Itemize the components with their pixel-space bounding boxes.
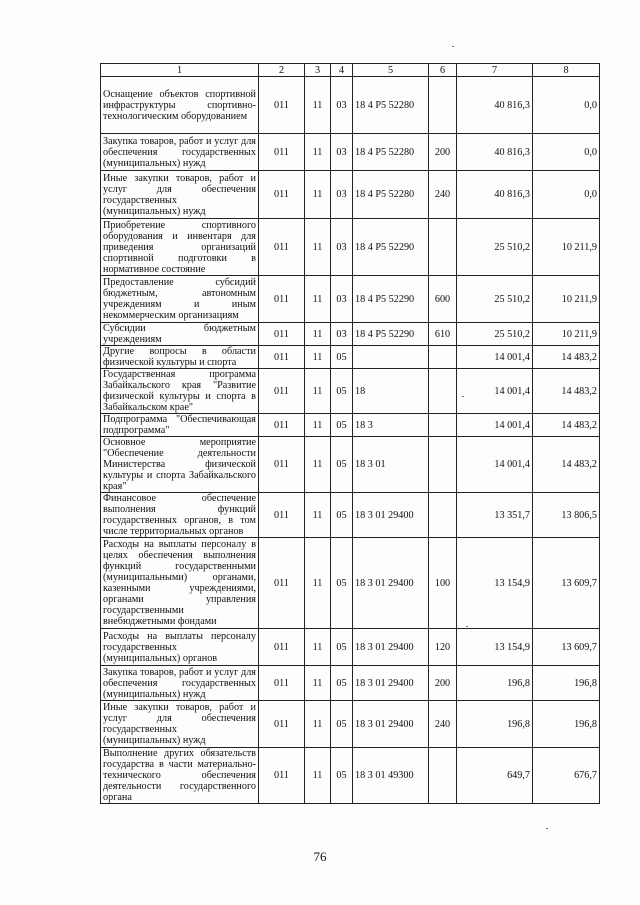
table-row [101,219,600,276]
cell-subsection: 05 [331,538,353,629]
scan-speck [466,626,468,627]
cell-target: 18 4 Р5 52290 [353,323,429,346]
cell-target: 18 4 Р5 52280 [353,77,429,134]
page-number: 76 [313,849,327,864]
cell-amount-2: 10 211,9 [533,323,600,346]
cell-subsection: 03 [331,134,353,171]
cell-target: 18 3 01 29400 [353,538,429,629]
cell-amount-2: 14 483,2 [533,437,600,493]
row-name: Оснащение объектов спортивной инфраструктуры спортивно-технологическим оборудованием [101,77,259,134]
cell-section: 11 [305,276,331,323]
cell-subsection: 03 [331,276,353,323]
row-name: Финансовое обеспечение выполнения функций государственных органов, в том числе территориальных органов [101,493,259,538]
table-row [101,493,600,538]
row-name: Иные закупки товаров, работ и услуг для обеспечения государственных (муниципальных) нужд [101,171,259,219]
cell-amount-2: 13 609,7 [533,538,600,629]
cell-admin: 011 [259,346,305,369]
cell-target: 18 4 Р5 52280 [353,171,429,219]
row-name: Выполнение других обязательств государства в части материально-технического обеспечения деятельности государственного органа [101,748,259,804]
cell-admin: 011 [259,171,305,219]
row-name: Закупка товаров, работ и услуг для обеспечения государственных (муниципальных) нужд [101,666,259,701]
cell-amount-1: 14 001,4 [457,437,533,493]
table-row [101,748,600,804]
cell-expense-type: 240 [429,171,457,219]
cell-target: 18 3 [353,414,429,437]
cell-target: 18 4 Р5 52290 [353,219,429,276]
cell-admin: 011 [259,323,305,346]
cell-amount-1: 14 001,4 [457,346,533,369]
cell-admin: 011 [259,538,305,629]
cell-target [353,346,429,369]
table-row [101,77,600,134]
column-header: 5 [353,64,429,77]
scan-speck [462,396,464,397]
table-row [101,414,600,437]
cell-admin: 011 [259,437,305,493]
table-row [101,666,600,701]
cell-amount-1: 25 510,2 [457,219,533,276]
cell-expense-type [429,414,457,437]
cell-amount-2: 0,0 [533,171,600,219]
cell-target: 18 3 01 29400 [353,629,429,666]
table-row [101,276,600,323]
row-name: Расходы на выплаты персоналу в целях обеспечения выполнения функций государственными (муниципальными) органами, казенными учреждениями, органами управления государственными внебюджетными фондами [101,538,259,629]
cell-subsection: 05 [331,414,353,437]
cell-amount-2: 14 483,2 [533,346,600,369]
cell-amount-2: 14 483,2 [533,414,600,437]
cell-subsection: 03 [331,171,353,219]
cell-admin: 011 [259,219,305,276]
cell-admin: 011 [259,493,305,538]
row-name: Расходы на выплаты персоналу государственных (муниципальных) органов [101,629,259,666]
cell-expense-type: 240 [429,701,457,748]
cell-admin: 011 [259,77,305,134]
cell-amount-2: 0,0 [533,134,600,171]
table-row [101,629,600,666]
cell-amount-2: 196,8 [533,701,600,748]
cell-section: 11 [305,369,331,414]
cell-amount-2: 196,8 [533,666,600,701]
cell-expense-type [429,219,457,276]
cell-section: 11 [305,346,331,369]
cell-amount-1: 196,8 [457,701,533,748]
cell-amount-1: 14 001,4 [457,414,533,437]
cell-amount-1: 196,8 [457,666,533,701]
cell-subsection: 05 [331,369,353,414]
cell-section: 11 [305,134,331,171]
cell-section: 11 [305,538,331,629]
cell-expense-type [429,346,457,369]
table-row [101,369,600,414]
cell-target: 18 4 Р5 52290 [353,276,429,323]
cell-amount-1: 40 816,3 [457,171,533,219]
cell-admin: 011 [259,134,305,171]
cell-expense-type: 100 [429,538,457,629]
table-body [101,77,600,804]
cell-target: 18 3 01 29400 [353,666,429,701]
cell-amount-1: 14 001,4 [457,369,533,414]
cell-amount-1: 13 351,7 [457,493,533,538]
row-name: Закупка товаров, работ и услуг для обеспечения государственных (муниципальных) нужд [101,134,259,171]
cell-section: 11 [305,219,331,276]
table-header-row [101,64,600,77]
cell-target: 18 3 01 [353,437,429,493]
cell-expense-type [429,748,457,804]
table-row [101,346,600,369]
row-name: Основное мероприятие "Обеспечение деятельности Министерства физической культуры и спорта Забайкальского края" [101,437,259,493]
cell-expense-type: 200 [429,134,457,171]
cell-admin: 011 [259,701,305,748]
budget-table [100,63,600,804]
cell-subsection: 03 [331,77,353,134]
cell-amount-2: 13 609,7 [533,629,600,666]
column-header: 8 [533,64,600,77]
scan-speck [452,46,454,47]
cell-subsection: 03 [331,323,353,346]
cell-section: 11 [305,701,331,748]
table-row [101,171,600,219]
cell-subsection: 05 [331,748,353,804]
row-name: Иные закупки товаров, работ и услуг для обеспечения государственных (муниципальных) нужд [101,701,259,748]
row-name: Другие вопросы в области физической культуры и спорта [101,346,259,369]
cell-section: 11 [305,171,331,219]
cell-expense-type [429,493,457,538]
table-row [101,538,600,629]
column-header: 1 [101,64,259,77]
row-name: Подпрограмма "Обеспечивающая подпрограмма" [101,414,259,437]
cell-subsection: 03 [331,219,353,276]
column-header: 6 [429,64,457,77]
cell-admin: 011 [259,276,305,323]
cell-amount-2: 0,0 [533,77,600,134]
cell-amount-2: 13 806,5 [533,493,600,538]
cell-target: 18 [353,369,429,414]
cell-amount-2: 10 211,9 [533,276,600,323]
cell-section: 11 [305,493,331,538]
column-header: 3 [305,64,331,77]
cell-amount-1: 40 816,3 [457,134,533,171]
cell-target: 18 4 Р5 52280 [353,134,429,171]
cell-subsection: 05 [331,437,353,493]
cell-amount-1: 13 154,9 [457,629,533,666]
cell-expense-type: 600 [429,276,457,323]
cell-section: 11 [305,77,331,134]
cell-section: 11 [305,437,331,493]
column-header: 4 [331,64,353,77]
cell-section: 11 [305,414,331,437]
table-row [101,437,600,493]
cell-admin: 011 [259,748,305,804]
cell-target: 18 3 01 29400 [353,493,429,538]
cell-expense-type: 200 [429,666,457,701]
cell-subsection: 05 [331,346,353,369]
cell-section: 11 [305,666,331,701]
cell-expense-type [429,369,457,414]
cell-amount-2: 676,7 [533,748,600,804]
table-row [101,701,600,748]
cell-admin: 011 [259,666,305,701]
table-row [101,323,600,346]
cell-expense-type: 610 [429,323,457,346]
cell-target: 18 3 01 29400 [353,701,429,748]
cell-section: 11 [305,748,331,804]
cell-amount-2: 14 483,2 [533,369,600,414]
cell-subsection: 05 [331,629,353,666]
row-name: Предоставление субсидий бюджетным, автономным учреждениям и иным некоммерческим организациям [101,276,259,323]
cell-admin: 011 [259,369,305,414]
cell-subsection: 05 [331,493,353,538]
column-header: 7 [457,64,533,77]
row-name: Приобретение спортивного оборудования и инвентаря для приведения организаций спортивной подготовки в нормативное состояние [101,219,259,276]
cell-amount-1: 25 510,2 [457,276,533,323]
cell-expense-type: 120 [429,629,457,666]
cell-target: 18 3 01 49300 [353,748,429,804]
table-row [101,134,600,171]
cell-section: 11 [305,629,331,666]
cell-section: 11 [305,323,331,346]
cell-subsection: 05 [331,666,353,701]
cell-amount-1: 649,7 [457,748,533,804]
cell-amount-1: 40 816,3 [457,77,533,134]
cell-admin: 011 [259,629,305,666]
cell-expense-type [429,437,457,493]
column-header: 2 [259,64,305,77]
cell-amount-1: 25 510,2 [457,323,533,346]
row-name: Субсидии бюджетным учреждениям [101,323,259,346]
row-name: Государственная программа Забайкальского края "Развитие физической культуры и спорта в Забайкальском крае" [101,369,259,414]
cell-admin: 011 [259,414,305,437]
cell-expense-type [429,77,457,134]
cell-subsection: 05 [331,701,353,748]
cell-amount-2: 10 211,9 [533,219,600,276]
cell-amount-1: 13 154,9 [457,538,533,629]
scan-speck [546,828,548,829]
